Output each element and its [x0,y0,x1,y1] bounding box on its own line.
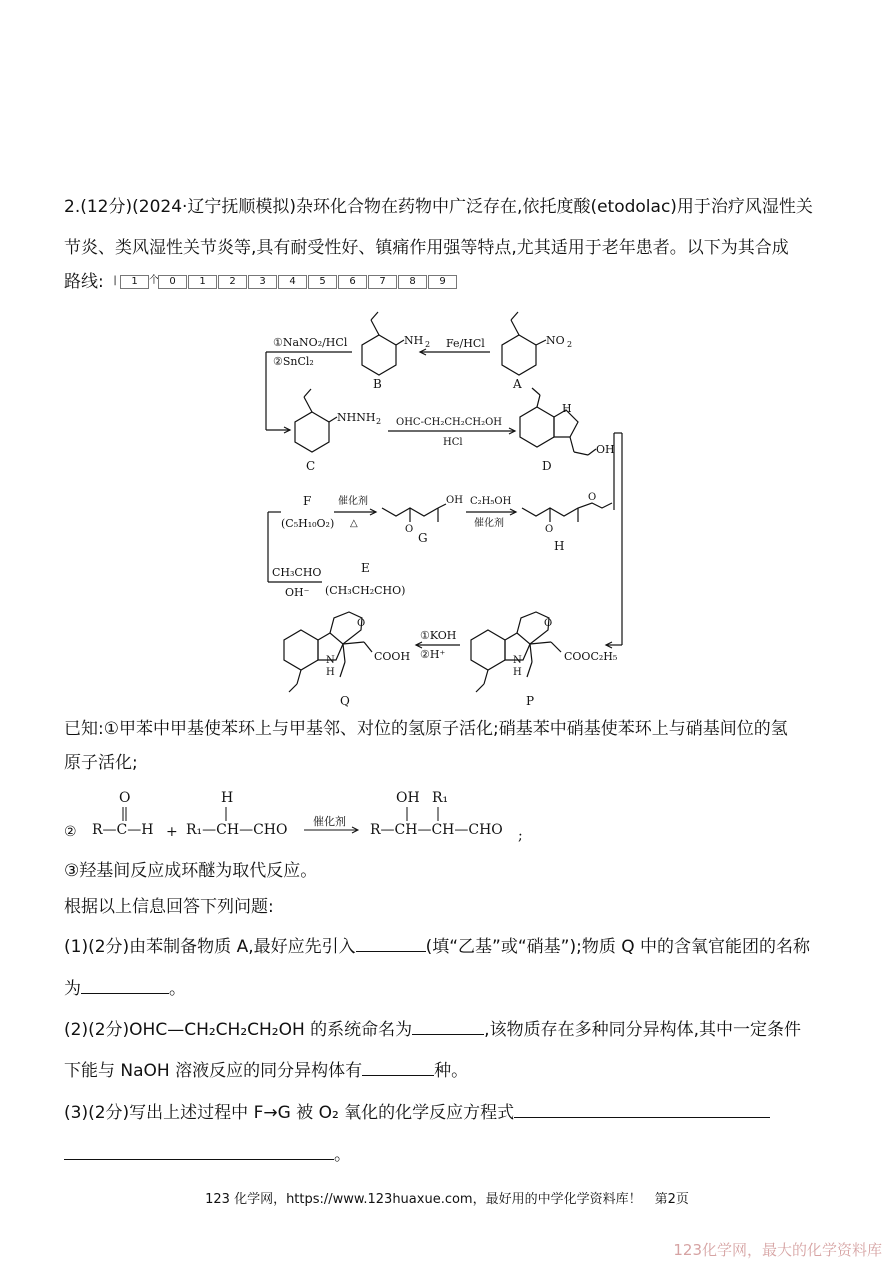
q2-blank-1[interactable] [412,1018,484,1035]
label-p: P [526,694,535,708]
known-2-mid: R₁—CH—CHO [186,822,288,838]
compound-c-structure [295,389,337,452]
known-3: ③羟基间反应成环醚为取代反应。 [64,861,318,881]
g-oh: OH [446,495,463,506]
known-2-r1: R₁ [432,790,449,806]
svg-text:2: 2 [376,417,382,426]
known-2-number: ② [64,824,77,840]
question-1-line-1 [64,935,810,957]
known-1b: 原子活化; [64,753,138,773]
h-o-ester: O [588,492,597,503]
b-nh2: NH [404,334,424,347]
known-2-equation [60,785,540,845]
q-o: O [357,618,366,629]
ruler-cell: 2 [218,275,247,289]
known-2-o: O [119,790,131,806]
reagent-7-bottom: ②H⁺ [420,648,446,661]
reagent-1-bottom: ②SnCl₂ [273,355,314,368]
q-nh: H [326,667,335,678]
e-formula: (CH₃CH₂CHO) [325,584,406,597]
reagent-7-top: ①KOH [420,629,457,642]
ruler-cell: 1 [188,275,217,289]
d-nh: H [562,402,572,415]
q1-text-a: (1)(2分)由苯制备物质 A,最好应先引入 [64,937,356,957]
known-2-h: H [221,790,234,806]
label-g: G [418,531,428,545]
q2-text-d: 种。 [434,1061,469,1081]
q1-blank-2[interactable] [81,977,169,994]
q3-blank-2[interactable] [64,1143,334,1160]
compound-h-structure [522,503,612,522]
compound-a-structure [502,312,546,375]
q1-text-b: (填“乙基”或“硝基”);物质 Q 中的含氧官能团的名称 [425,937,811,957]
q2-text-a: (2)(2分)OHC—CH₂CH₂CH₂OH 的系统命名为 [64,1020,413,1040]
reagent-4-top: 催化剂 [338,496,368,507]
ruler-cell: 8 [398,275,427,289]
p-nh: H [513,667,522,678]
f-formula: (C₅H₁₀O₂) [281,517,335,530]
p-cooet: COOC₂H₅ [564,650,618,663]
synthesis-scheme [0,300,894,710]
q1-blank-1[interactable] [356,935,426,952]
reagent-5-top: C₂H₅OH [470,496,512,507]
q-cooh: COOH [374,650,411,663]
question-line-3: 路线: [64,272,104,292]
watermark: 123化学网，最大的化学资料库 [673,1241,882,1259]
question-1-line-2 [64,977,186,999]
ruler-cell: 7 [368,275,397,289]
known-2-end: ; [518,828,523,844]
reagent-2: Fe/HCl [446,337,485,350]
known-2-oh: OH [396,790,420,806]
p-o: O [544,618,553,629]
c-nhnh2: NHNH [337,411,376,424]
q2-blank-2[interactable] [362,1059,434,1076]
reagent-3-bottom: HCl [443,437,463,448]
ruler-unit: 个 [149,275,159,286]
ruler-left-cell: 1 [120,275,149,289]
h-o-ketone: O [545,524,554,535]
known-2-left: R—C—H [92,822,154,838]
question-line-1: 2.(12分)(2024·辽宁抚顺模拟)杂环化合物在药物中广泛存在,依托度酸(etodolac)用于治疗风湿性关 [64,197,813,217]
question-2-line-2 [64,1059,468,1081]
ruler-cell: 3 [248,275,277,289]
a-no2: NO [546,334,565,347]
reagent-1-top: ①NaNO₂/HCl [273,336,348,349]
prompt: 根据以上信息回答下列问题: [64,897,274,917]
label-f: F [303,494,312,508]
label-h: H [554,539,565,553]
q3-text-a: (3)(2分)写出上述过程中 F→G 被 O₂ 氧化的化学反应方程式 [64,1103,515,1123]
known-2-catalyst: 催化剂 [313,815,346,828]
d-oh: OH [596,443,615,456]
q1-text-d: 。 [169,979,186,999]
label-c: C [306,459,316,473]
page-footer: 123 化学网，https://www.123huaxue.com，最好用的中学化学资料库！ 第2页 [205,1192,689,1207]
q3-blank-1[interactable] [514,1101,770,1118]
answer-ruler: | 1 个 0 1 2 3 4 5 6 7 8 9 [111,275,457,289]
known-2-right: R—CH—CH—CHO [370,822,503,838]
p-n: N [513,655,522,666]
q3-text-d: 。 [334,1145,351,1165]
compound-d-structure [520,388,596,455]
ruler-cell: 5 [308,275,337,289]
ruler-cell: 9 [428,275,457,289]
reagent-6-bottom: OH⁻ [285,586,310,599]
label-a: A [513,377,522,391]
known-2-plus: + [166,824,178,840]
compound-b-structure [362,312,404,375]
known-1a: 已知:①甲苯中甲基使苯环上与甲基邻、对位的氢原子活化;硝基苯中硝基使苯环上与硝基间位的氢 [64,719,788,739]
question-2-line-1 [64,1018,801,1040]
reagent-3-top: OHC-CH₂CH₂CH₂OH [396,417,503,428]
ruler-cell: 4 [278,275,307,289]
label-e: E [361,561,370,575]
g-o: O [405,524,414,535]
question-3-line-1 [64,1101,770,1123]
question-3-line-2 [64,1143,351,1165]
compound-g-structure [382,504,446,522]
ruler-cell: 0 [158,275,187,289]
svg-text:2: 2 [425,340,431,349]
label-b: B [373,377,382,391]
q2-text-b: ,该物质存在多种同分异构体,其中一定条件 [484,1020,801,1040]
q2-text-c: 下能与 NaOH 溶液反应的同分异构体有 [64,1061,363,1081]
ruler-cell: 6 [338,275,367,289]
q1-text-c: 为 [64,979,81,999]
q-n: N [326,655,335,666]
label-d: D [542,459,552,473]
reagent-5-bottom: 催化剂 [474,518,504,529]
label-q: Q [340,694,350,708]
question-line-2: 节炎、类风湿性关节炎等,具有耐受性好、镇痛作用强等特点,尤其适用于老年患者。以下为其合成 [64,238,789,258]
reagent-4-bottom: △ [350,518,358,529]
svg-text:2: 2 [567,340,573,349]
reagent-6-top: CH₃CHO [272,566,322,579]
